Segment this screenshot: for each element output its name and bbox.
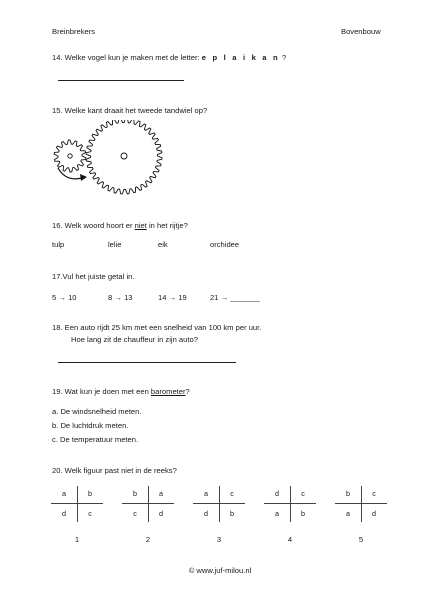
figure-label: 4 [287,535,293,544]
q16-option: tulp [52,240,65,249]
q14-text: 14. Welke vogel kun je maken met de letter: [52,53,200,62]
q16-option: eik [158,240,168,249]
figure-label: 5 [358,535,364,544]
figure-vertical-line [361,486,362,522]
q18-answer-line[interactable] [58,362,236,363]
figure-cell: a [204,489,208,498]
small-gear-icon [54,140,86,172]
q18-line2: Hoe lang zit de chauffeur in zijn auto? [71,335,198,344]
figure-cell: c [133,509,137,518]
q20-question: 20. Welk figuur past niet in de reeks? [52,466,177,475]
q15-question: 15. Welke kant draait het tweede tandwiel op? [52,106,208,115]
q14-end: ? [282,53,287,62]
q19-option[interactable]: a. De windsnelheid meten. [52,407,142,416]
figure-vertical-line [77,486,78,522]
large-gear-icon [86,120,162,194]
header-right: Bovenbouw [341,27,381,36]
q16-question: 16. Welk woord hoort er niet in het rijtje? [52,221,188,230]
figure-vertical-line [290,486,291,522]
figure-cell: b [346,489,350,498]
gears-illustration [40,120,190,200]
figure-cell: d [372,509,376,518]
figure-label: 2 [145,535,151,544]
figure-cell: d [275,489,279,498]
q19-option[interactable]: b. De luchtdruk meten. [52,421,129,430]
q16-underlined: niet [134,221,147,230]
figure-cell: a [275,509,279,518]
figure-cell: b [133,489,137,498]
arrow-icon: → [168,293,177,302]
q17-pair: 8 → 13 [108,293,133,302]
q14-letters: e p l a i k a n [201,53,280,62]
figure-cell: a [159,489,163,498]
arrow-icon: → [114,293,122,302]
figure-label: 1 [74,535,80,544]
q17-pair: 5 → 10 [52,293,77,302]
q19-question: 19. Wat kun je doen met een barometer? [52,387,190,396]
figure-cell: b [230,509,234,518]
figure-cell: a [62,489,66,498]
header-left: Breinbrekers [52,27,96,36]
q16-option: orchidee [210,240,240,249]
q14-answer-line[interactable] [58,80,184,81]
figure-cell: c [301,489,305,498]
figure-cell: c [230,489,234,498]
q19-option[interactable]: c. De temperatuur meten. [52,435,139,444]
footer: © www.juf-milou.nl [188,566,252,575]
figure-label: 3 [216,535,222,544]
figure-cell: a [346,509,350,518]
q17-question: 17.Vul het juiste getal in. [52,272,135,281]
q14-question [52,53,286,62]
figure-cell: d [62,509,66,518]
figure-cell: b [301,509,305,518]
figure-cell: d [204,509,208,518]
q19-underlined: barometer [150,387,186,396]
figure-cell: c [88,509,92,518]
q17-pair[interactable]: 21 → _______ [210,293,260,302]
figure-vertical-line [148,486,149,522]
figure-cell: c [372,489,376,498]
q17-pair: 14 → 19 [158,293,187,302]
arrow-icon: → [220,293,229,302]
figure-vertical-line [219,486,220,522]
figure-cell: b [88,489,92,498]
q16-option: lelie [108,240,122,249]
figure-cell: d [159,509,163,518]
arrow-icon: → [58,293,66,302]
q18-line1: 18. Een auto rijdt 25 km met een snelheid van 100 km per uur. [52,323,262,332]
